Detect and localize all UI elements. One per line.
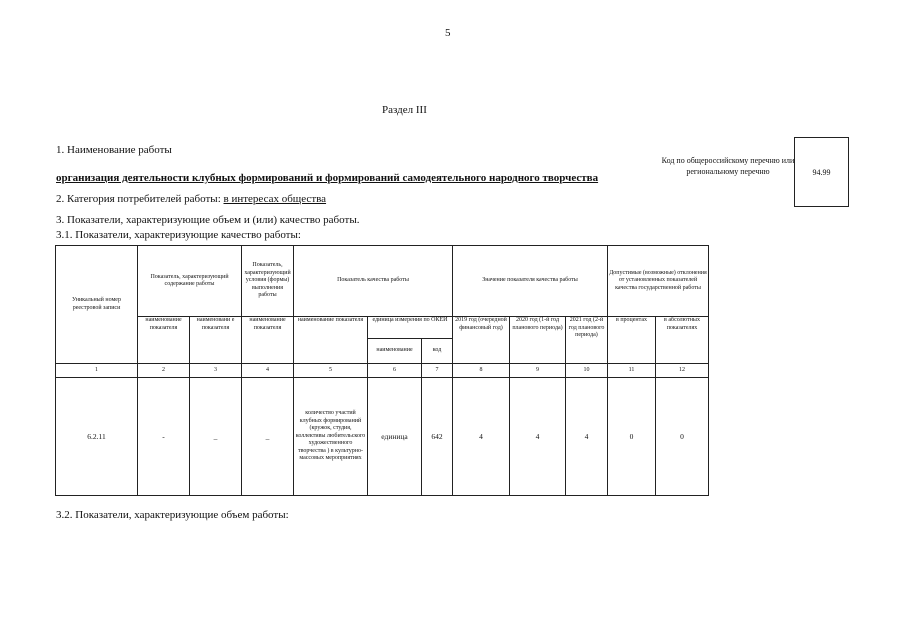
col-number: 12 [656, 364, 709, 378]
code-label: Код по общероссийскому перечню или региональному перечню [661, 156, 795, 176]
consumer-category: в интересах общества [223, 193, 327, 205]
code-box [794, 137, 849, 207]
unique-number-cell: 6.2.11 [56, 378, 138, 496]
unit-name-cell: единица [368, 378, 422, 496]
item1-label: 1. Наименование работы [56, 144, 172, 156]
col-number: 11 [608, 364, 656, 378]
value-2020-cell: 4 [510, 378, 566, 496]
value-2021-cell: 4 [566, 378, 608, 496]
subheader-unit-name: наименование [368, 339, 422, 364]
subheader-name-2: наименовани е показателя [190, 317, 242, 364]
col-number: 4 [242, 364, 294, 378]
subheader-unit-code: код [422, 339, 453, 364]
header-unique-number: Уникальный номер реестровой записи [56, 246, 138, 364]
header-deviation: Допустимые (возможные) отклонения от установленных показателей качества государственной работы [608, 246, 709, 317]
subheader-name-1: наименование показателя [138, 317, 190, 364]
subheader-2020: 2020 год (1-й год планового периода) [510, 317, 566, 364]
header-values: Значение показателя качества работы [453, 246, 608, 317]
subheader-quality-name: наименование показателя [294, 317, 368, 364]
content-cell-1: - [138, 378, 190, 496]
subheader-unit: единица измерения по ОКЕИ [368, 317, 453, 339]
deviation-absolute-cell: 0 [656, 378, 709, 496]
item2-prefix: 2. Категория потребителей работы: [56, 193, 224, 205]
subheader-name-3: наименование показателя [242, 317, 294, 364]
value-2019-cell: 4 [453, 378, 510, 496]
section-title: Раздел III [382, 104, 427, 116]
col-number: 1 [56, 364, 138, 378]
subheader-2021: 2021 год (2-й год планового периода) [566, 317, 608, 364]
header-conditions: Показатель, характеризующий условия (формы) выполнения работы [242, 246, 294, 317]
item2-line [56, 193, 326, 205]
table-row [56, 378, 709, 496]
col-number: 8 [453, 364, 510, 378]
header-content: Показатель, характеризующий содержание работы [138, 246, 242, 317]
col-number: 6 [368, 364, 422, 378]
subheader-2019: 2019 год (очередной финансовый год) [453, 317, 510, 364]
col-number: 9 [510, 364, 566, 378]
page-number: 5 [445, 27, 451, 39]
subheader-percent: в процентах [608, 317, 656, 364]
col-number: 5 [294, 364, 368, 378]
quality-table [55, 245, 709, 496]
col-number: 2 [138, 364, 190, 378]
code-value: 94.99 [812, 167, 831, 177]
content-cell-2: _ [190, 378, 242, 496]
deviation-percent-cell: 0 [608, 378, 656, 496]
work-name: организация деятельности клубных формирований и формирований самодеятельного народного творчества [56, 172, 599, 184]
col-number: 10 [566, 364, 608, 378]
col-number: 7 [422, 364, 453, 378]
item31-label: 3.1. Показатели, характеризующие качество работы: [56, 229, 301, 241]
indicator-name-cell: количество участий клубных формирований (кружок, студия, коллективы любительского художественного творчества ) в культурно-массовых мероприятиях [294, 378, 368, 496]
item32-label: 3.2. Показатели, характеризующие объем работы: [56, 509, 289, 521]
subheader-absolute: в абсолютных показателях [656, 317, 709, 364]
header-quality: Показатель качества работы [294, 246, 453, 317]
conditions-cell: _ [242, 378, 294, 496]
col-number: 3 [190, 364, 242, 378]
unit-code-cell: 642 [422, 378, 453, 496]
item3-label: 3. Показатели, характеризующие объем и (или) качество работы. [56, 214, 360, 226]
